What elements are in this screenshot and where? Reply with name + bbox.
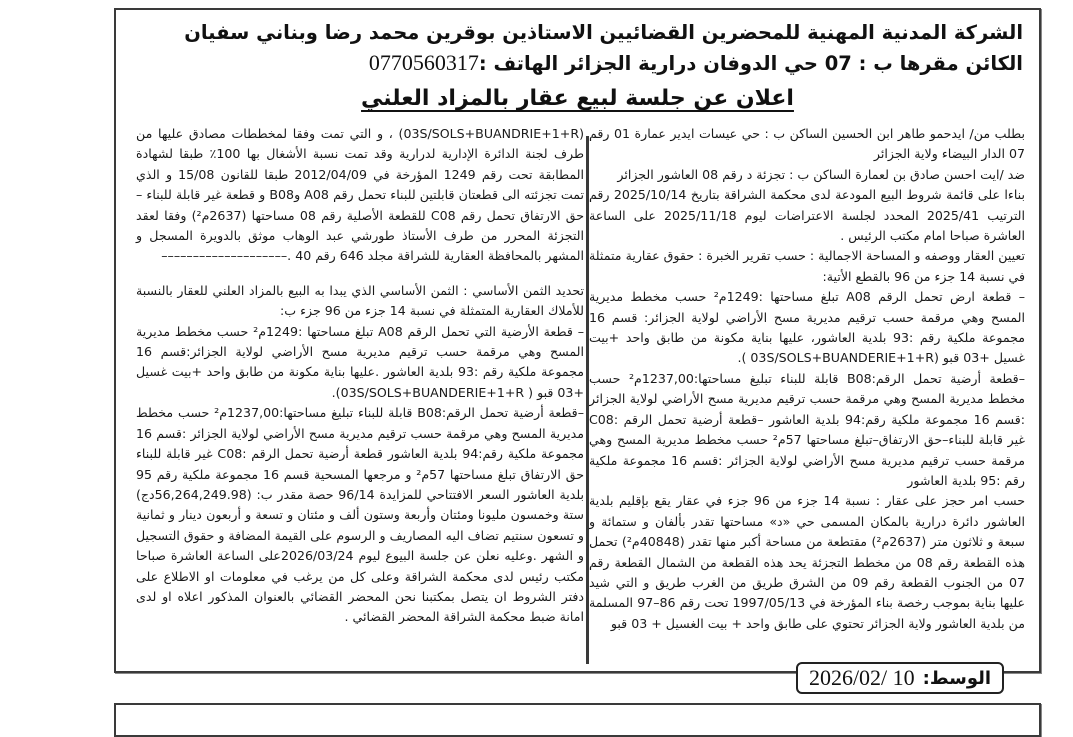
company-name: الشركة المدنية المهنية للمحضرين القضائيين الاستاذين بوقرين محمد رضا وبناني سفيان [184,21,1023,44]
next-announcement-frame [114,703,1041,737]
publication-date: 2026/02/ 10 [808,665,915,690]
right-column [589,124,1025,634]
paragraph-plot-b08-c08: –قطعة أرضية تحمل الرقم:B08 قابلة للبناء تبليغ مساحتها:1237,00م² حسب مخطط مديرية المسح وهي مرقمة حسب ترقيم مديرية مسح الأراضي لولاية الجزائر :قسم 16 مجموعة ملكية رقم:94 بلدية العاشور –قطعة أرضية تحمل الرقم :C08 غير قابلة للبناء–حق الارتفاق–تبلغ مساحتها 57م² حسب مخطط مديرية المسح وهي مرقمة حسب ترقيم مديرية مسح الأراضي لولاية الجزائر :قسم 16 مجموعة ملكية رقم :95 بلدية العاشور [589,370,1026,488]
paragraph-requester: بطلب من/ ايدحمو طاهر ابن الحسين الساكن ب : حي عيسات ايدير عمارة 01 رقم 07 الدار البيضاء ولاية الجزائر [589,126,1025,162]
paragraph-property-designation: تعيين العقار ووصفه و المساحة الاجمالية : حسب تقرير الخبرة : حقوق عقارية متمثلة في نسبة 14 جزء من 96 بالقطع الأتية: [589,248,1025,284]
paragraph-base-price: تحديد الثمن الأساسي : الثمن الأساسي الذي يبدا به البيع بالمزاد العلني للعقار بالنسبة للأملاك العقارية المتمثلة في نسبة 14 جزء من 96 جزء ب: [136,282,584,319]
publication-label: الوسط: [922,667,992,689]
company-address [132,48,1023,79]
announcement-header [116,18,1039,79]
paragraph-plot-a08: – قطعة ارض تحمل الرقم A08 تبلغ مساحتها :1249م² حسب مخطط مديرية المسح وهي مرقمة حسب ترقيم مديرية مسح الأراضي لولاية الجزائر: قسم 16 مجموعة ملكية رقم :93 بلدية العاشور، عليها بناية مكونة من طابق واحد +بيت غسيل +03 قبو (03S/SOLS+BUANDERIE+1+R ). [589,289,1026,366]
paragraph-seizure-order: حسب امر حجز على عقار : نسبة 14 جزء من 96 جزء في عقار يقع بإقليم بلدية العاشور دائرة درارية بالمكان المسمى حي «د» مساحتها تقدر بألفان و ستمائة و سبعة و ثلاثون متر (2637م²) مقتطعة من مساحة أكبر منها تقدر (40848م²) تحمل هذه القطعة رقم 08 من مخطط التجزئة يحد هذه القطعة من الشمال القطعة رقم 07 من الجنوب القطعة رقم 09 من الشرق طريق من الغرب طريق و التي شيد عليها بناية بموجب رخصة بناء المؤرخة في 1997/05/13 تحت رقم 86–97 المسلمة من بلدية العاشور ولاية الجزائر تحتوي على طابق واحد + بيت الغسيل + 03 قبو [589,493,1026,631]
title-text: اعلان عن جلسة لبيع عقار بالمزاد العلني [361,86,794,111]
paragraph-sale-conditions: بناءا على قائمة شروط البيع المودعة لدى محكمة الشراقة بتاريخ 2025/10/14 رقم الترتيب 2025/41 المحدد لجلسة الاعتراضات ليوم 2025/11/18 على الساعة العاشرة صباحا امام مكتب الرئيس . [589,187,1026,244]
announcement-frame [114,8,1041,673]
column-divider [586,136,589,664]
phone-number: 0770560317 [368,50,479,75]
publication-badge [796,662,1004,694]
paragraph-price-plot-a08: – قطعة الأرضية التي تحمل الرقم A08 تبلغ مساحتها :1249م² حسب مخطط مديرية المسح وهي مرقمة حسب ترقيم مديرية مسح الأراضي لولاية الجزائر:قسم 16 مجموعة ملكية رقم :93 بلدية العاشور .عليها بناية مكونة من طابق واحد +بيت غسيل +03 قبو ( 03S/SOLS+BUANDERIE+1+R). [136,323,584,400]
paragraph-price-plot-b08-c08: –قطعة أرضية تحمل الرقم:B08 قابلة للبناء تبليغ مساحتها:1237,00م² حسب مخطط مديرية المسح وهي مرقمة حسب ترقيم مديرية مسح الأراضي لولاية الجزائر :قسم 16 مجموعة ملكية رقم:94 بلدية العاشور قطعة أرضية تحمل الرقم :C08 غير قابلة للبناء حق الارتفاق تبلغ مساحتها 57م² و مرجعها المسحية قسم 16 مجموعة ملكية رقم 95 بلدية العاشور السعر الافتتاحي للمزايدة 96/14 حصة مقدر ب: (56,264,249.98دج) ستة وخمسون مليونا ومئتان وأربعة وستون ألف و مئتان و تسعة و أربعون دينار و ثمانية و تسعون سنتيم تضاف اليه المصاريف و الرسوم على القيمة المضافة و حقوق التسجيل و الشهر .وعليه نعلن عن جلسة البيوع ليوم 2026/03/24على الساعة العاشرة صباحا مكتب رئيس لدى محكمة الشراقة وعلى كل من يرغب في معلومات او الاطلاع على دفتر الشروط ان يتصل بمكتبنا نحن المحضر القضائي بالعنوان المذكور اعلاه او لدى امانة ضبط محكمة الشراقة المحضر القضائي . [136,405,584,625]
announcement-title [116,86,1039,111]
paragraph-subdivision: (03S/SOLS+BUANDRIE+1+R) ، و التي تمت وفقا لمخططات مصادق عليها من طرف لجنة الدائرة الإدارية لدرارية وقد تمت نسبة الأشغال بها 100٪ طبقا لشهادة المطابقة تحت رقم 1249 المؤرخة في 2012/04/09 طبقا للقانون 15/08 و الذي تمت تجزئته الى قطعتان قابلتين للبناء تحمل رقم A08 وB08 و قطعة غير قابلة للبناء – حق الارتفاق تحمل رقم C08 للقطعة الأصلية رقم 08 مساحتها (2637م²) وفقا لعقد التجزئة المحرر من طرف الأستاذ طورشي عبد الوهاب موثق بالدويرة المسجل و المشهر بالمحافظة العقارية للشراقة مجلد 646 رقم 40 .–––––––––––––––––––– [136,126,585,264]
paragraph-against: ضد /ايت احسن صادق بن لعمارة الساكن ب : تجزئة د رقم 08 العاشور الجزائر [617,166,1025,182]
address-text: الكائن مقرها ب : 07 حي الدوفان درارية الجزائر الهاتف : [478,52,1023,75]
left-column [136,124,584,628]
